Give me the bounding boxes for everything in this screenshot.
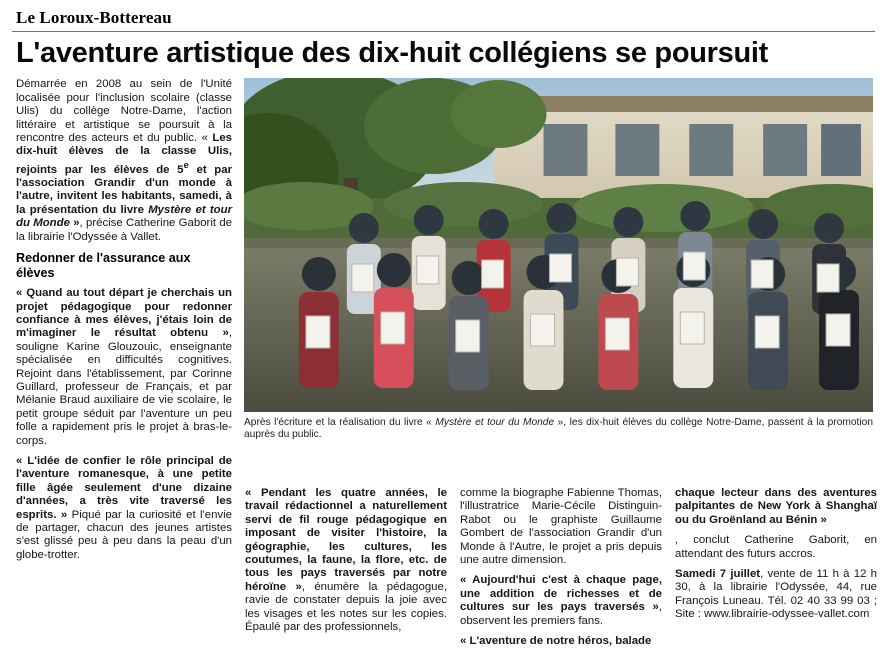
lead-paragraph-2: [16, 287, 232, 448]
lead-bold-sup: e: [183, 159, 189, 171]
lead-quote-2-rest: Piqué par la curiosité et l'envie de partager, chacun des jeunes artistes s'est glissé peu à peu dans la peau d'un globe-trotter.: [16, 508, 232, 561]
page-title: L'aventure artistique des dix-huit collégiens se poursuit: [16, 37, 769, 69]
lead-text-1: Démarrée en 2008 au sein de l'Unité localisée pour l'inclusion scolaire (classe Ulis) du collège Notre-Dame, l'action littéraire et artistique se poursuit à la rencontre des acteurs et du public. «: [16, 78, 232, 145]
lead-quote-1-rest: , souligne Karine Glouzouic, enseignante spécialisée en difficultés cognitives. Rejoint dans l'établissement, par Corinne Guillard, professeur de Français, et par Mélanie Braud auxiliaire de vie scolaire, le petit groupe séduit par l'aventure un peu folle a rapidement pris le projet à bras-le-corps.: [16, 327, 232, 447]
contact-details: , vente de 11 h à 12 h 30, à la librairie l'Odyssée, 44, rue François Luneau. Tél. 02 40 33 99 03 ; Site : www.librairie-odyssee-vallet.com: [675, 568, 877, 621]
caption-before: Après l'écriture et la réalisation du livre «: [244, 417, 436, 429]
col2-quote-2: « Aujourd'hui c'est à chaque page, une addition de richesses et de cultures sur les pays traversés »: [460, 574, 662, 614]
contact-date: Samedi 7 juillet: [675, 568, 761, 581]
lead-paragraph-1: [16, 78, 232, 244]
lead-quote-2: « L'idée de confier le rôle principal de l'aventure romanesque, à une petite fille âgée seulement d'une dizaine d'années, a très vite traversé les esprits. »: [16, 454, 232, 521]
column-2: [460, 487, 662, 655]
photo-column: [244, 78, 877, 441]
col3-paragraph-2: [675, 534, 877, 561]
lead-bold-3: »: [69, 217, 80, 230]
lead-bold-2: et par l'association Grandir d'un monde à l'autre, invitent les habitants, samedi, à la présentation du livre: [16, 163, 233, 216]
column-1: [245, 487, 447, 655]
section-kicker: Le Loroux-Bottereau: [16, 8, 172, 27]
col2-paragraph-1: [460, 487, 662, 567]
lead-paragraph-3: [16, 455, 232, 562]
col2-quote-3: « L'aventure de notre héros, balade: [460, 635, 652, 648]
column-3: [675, 487, 877, 655]
col3-contact-info: [675, 568, 877, 622]
sub-headline: Redonner de l'assurance aux élèves: [16, 251, 191, 280]
col1-rest: , énumère la pédagogue, ravie de constater depuis la joie avec les visages et les notes sur les copies. Épaulé par des professionnels,: [245, 580, 447, 634]
col3-quote-1: chaque lecteur dans des aventures palpitantes de New York à Shanghaï ou du Groënland au Bénin »: [675, 487, 877, 526]
lead-bold-italic-title: Mystère et tour du Monde: [16, 203, 232, 230]
col2-paragraph-3: [460, 635, 662, 648]
lead-bold-1: Les dix-huit élèves de la classe Ulis, rejoints par les élèves de 5: [16, 132, 232, 176]
col2-rest-2: , observent les premiers fans.: [460, 601, 662, 627]
photo-caption: [244, 417, 873, 441]
caption-book-title: Mystère et tour du Monde: [435, 417, 555, 429]
col1-paragraph-1: [245, 487, 447, 634]
lead-text-2: , précise Catherine Gaborit de la librairie l'Odyssée à Vallet.: [16, 217, 232, 243]
col3-paragraph-1: [675, 487, 877, 527]
col1-quote: « Pendant les quatre années, le travail rédactionnel a naturellement servi de fil rouge pédagogique en imposant de visiter l'histoire, la géographie, les cultures, les coutumes, la faune, la flore, etc. de tous les pays traversés par notre héroïne »: [245, 487, 447, 593]
bottom-columns: [245, 487, 877, 655]
photo-illustration: [244, 78, 873, 412]
col2-rest-1: comme la biographe Fabienne Thomas, l'illustratrice Marie-Cécile Distinguin-Rabot ou le graphiste Guillaume Gombert de l'association Grandir d'un Monde à l'Autre, le projet a pris depuis une autre dimension.: [460, 487, 662, 567]
lead-quote-1: « Quand au tout départ je cherchais un projet pédagogique pour redonner confiance à mes élèves, j'étais loin de m'imaginer le résultat obtenu »: [16, 287, 232, 340]
col2-paragraph-2: [460, 574, 662, 628]
lead-column: [10, 78, 232, 569]
article-photo: [244, 78, 873, 412]
header-divider: [12, 31, 875, 32]
caption-after: », les dix-huit élèves du collège Notre-Dame, passent à la promotion auprès du public.: [244, 417, 873, 441]
col3-rest-2: , conclut Catherine Gaborit, en attendant des futurs accros.: [675, 534, 877, 560]
